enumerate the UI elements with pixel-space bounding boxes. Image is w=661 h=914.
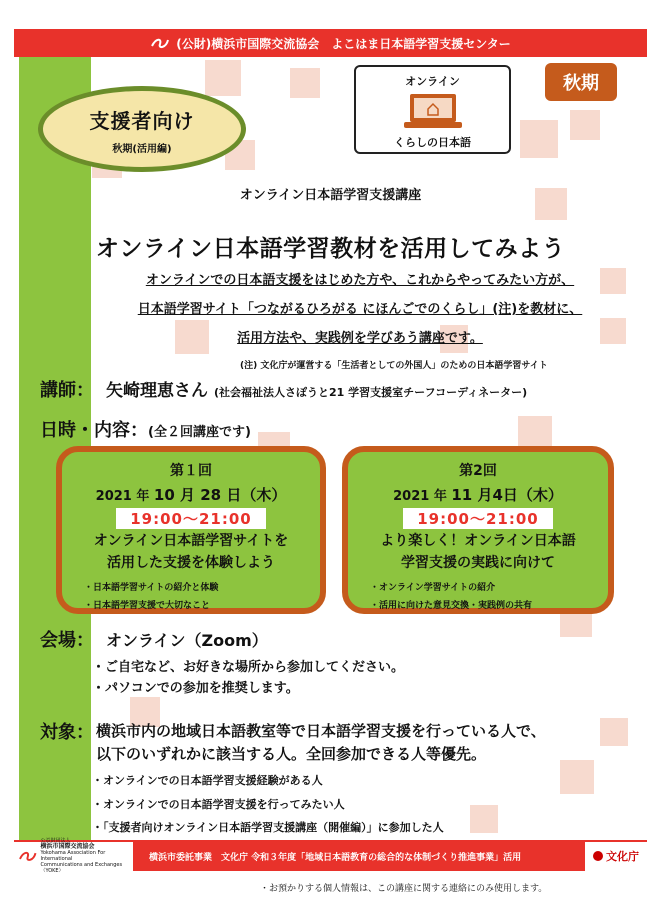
decor-square — [470, 805, 498, 833]
session-bullets — [370, 579, 608, 615]
venue-line: ・パソコンでの参加を推奨します。 — [92, 681, 299, 696]
privacy-note: ・お預かりする個人情報は、この講座に関する連絡にのみ使用します。 — [260, 884, 548, 894]
decor-square — [600, 718, 628, 746]
session-bullets — [84, 579, 320, 615]
lecturer-name: 矢崎理恵さん — [106, 381, 208, 401]
decor-square — [518, 416, 552, 450]
decor-square — [290, 68, 320, 98]
target-line: 横浜市内の地域日本語教室等で日本語学習支援を行っている人で、 — [96, 722, 546, 740]
course-subtitle: オンライン日本語学習支援講座 — [239, 188, 422, 203]
season-tag: 秋期 — [545, 63, 617, 101]
venue-row — [40, 626, 268, 652]
agency-mark-icon — [593, 851, 603, 861]
lecturer-row — [40, 376, 527, 402]
main-title: オンライン日本語学習教材を活用してみよう — [95, 236, 566, 262]
session-number: 第１回 — [170, 463, 212, 479]
session-date-day: 10 月 28 日（木） — [153, 486, 287, 504]
yoke-logo-icon — [150, 36, 170, 50]
session-time: 19:00～21:00 — [403, 508, 553, 529]
session-date — [348, 484, 608, 505]
yoke-logo-icon — [18, 849, 37, 863]
target-label-text: 対象： — [40, 722, 94, 743]
lecturer-affiliation: (社会福祉法人さぽうと21 学習支援室チーフコーディネーター) — [214, 386, 528, 399]
decor-square — [560, 760, 594, 794]
target-label — [40, 718, 94, 744]
footer-org-text — [40, 838, 133, 874]
session-time: 19:00～21:00 — [116, 508, 266, 529]
venue-label: 会場： — [40, 630, 94, 651]
laptop-icon — [400, 92, 466, 132]
online-kurashi-logo — [354, 65, 511, 154]
footer-org-line: 公益財団法人 — [40, 838, 71, 844]
decor-square — [205, 60, 241, 96]
footnote: (注) 文化庁が運営する「生活者としての外国人」のための日本語学習サイト — [240, 361, 548, 371]
lecturer-label: 講師： — [40, 380, 94, 401]
logo-bottom-text: くらしの日本語 — [394, 136, 471, 149]
header-bar — [14, 29, 647, 57]
footer-sponsor-text: 横浜市委託事業 文化庁 令和３年度「地域日本語教育の総合的な体制づくり推進事業」活用 — [133, 841, 585, 871]
audience-badge — [38, 86, 246, 172]
intro-line-1: オンラインでの日本語支援をはじめた方や、これからやってみたい方が、 — [145, 273, 575, 288]
session-bullet: ・日本語学習サイトの紹介と体験 — [84, 583, 219, 593]
target-line: 以下のいずれかに該当する人。全回参加できる人等優先。 — [96, 745, 487, 763]
target-bullet: ・「支援者向けオンライン日本語学習支援講座（開催編）」に参加した人 — [92, 821, 444, 834]
audience-badge-title: 支援者向け — [89, 109, 195, 133]
venue-value: オンライン（Zoom） — [106, 631, 268, 650]
session-number: 第2回 — [459, 463, 497, 479]
schedule-label: 日時・内容： — [40, 420, 148, 441]
schedule-row — [40, 416, 251, 442]
agency-name: 文化庁 — [606, 850, 639, 863]
session-date-year: 2021 年 — [393, 489, 452, 504]
session-title-line: 学習支援の実践に向けて — [401, 555, 555, 571]
session-bullet: ・日本語学習支援で大切なこと — [84, 601, 211, 611]
session-date-year: 2021 年 — [95, 489, 154, 504]
footer-org-line: Communications and Exchanges（YOKE） — [40, 862, 123, 874]
intro-line-3: 活用方法や、実践例を学びあう講座です。 — [237, 331, 483, 346]
footer-bar — [14, 838, 647, 874]
agency-logo — [585, 843, 647, 869]
footer-org-logo — [18, 838, 133, 874]
audience-badge-sub: 秋期(活用編) — [112, 144, 172, 155]
header-org-text: (公財)横浜市国際交流協会 よこはま日本語学習支援センター — [176, 36, 511, 51]
footer-org-line: 横浜市国際交流協会 — [40, 843, 95, 850]
decor-square — [570, 110, 600, 140]
target-bullet: ・オンラインでの日本語学習支援経験がある人 — [92, 774, 323, 787]
session-title-line: より楽しく！オンライン日本語 — [380, 533, 576, 549]
session-date-day: 11 月4日（木） — [451, 486, 563, 504]
session-title-line: 活用した支援を体験しよう — [107, 555, 275, 571]
session-card-1 — [56, 446, 326, 614]
target-bullet: ・オンラインでの日本語学習支援を行ってみたい人 — [92, 798, 345, 811]
session-card-2 — [342, 446, 614, 614]
session-bullet: ・活用に向けた意見交換・実践例の共有 — [370, 601, 533, 611]
intro-line-2: 日本語学習サイト「つながるひろがる にほんごでのくらし」(注)を教材に、 — [137, 302, 583, 317]
logo-top-text: オンライン — [405, 75, 460, 88]
venue-line: ・ご自宅など、お好きな場所から参加してください。 — [92, 660, 405, 675]
footer-org-line: Yokohama Association For International — [40, 850, 106, 862]
decor-square — [520, 120, 558, 158]
schedule-note: (全２回講座です) — [148, 425, 251, 440]
session-bullet: ・オンライン学習サイトの紹介 — [370, 583, 496, 593]
session-date — [62, 484, 320, 505]
session-title-line: オンライン日本語学習サイトを — [93, 533, 289, 549]
